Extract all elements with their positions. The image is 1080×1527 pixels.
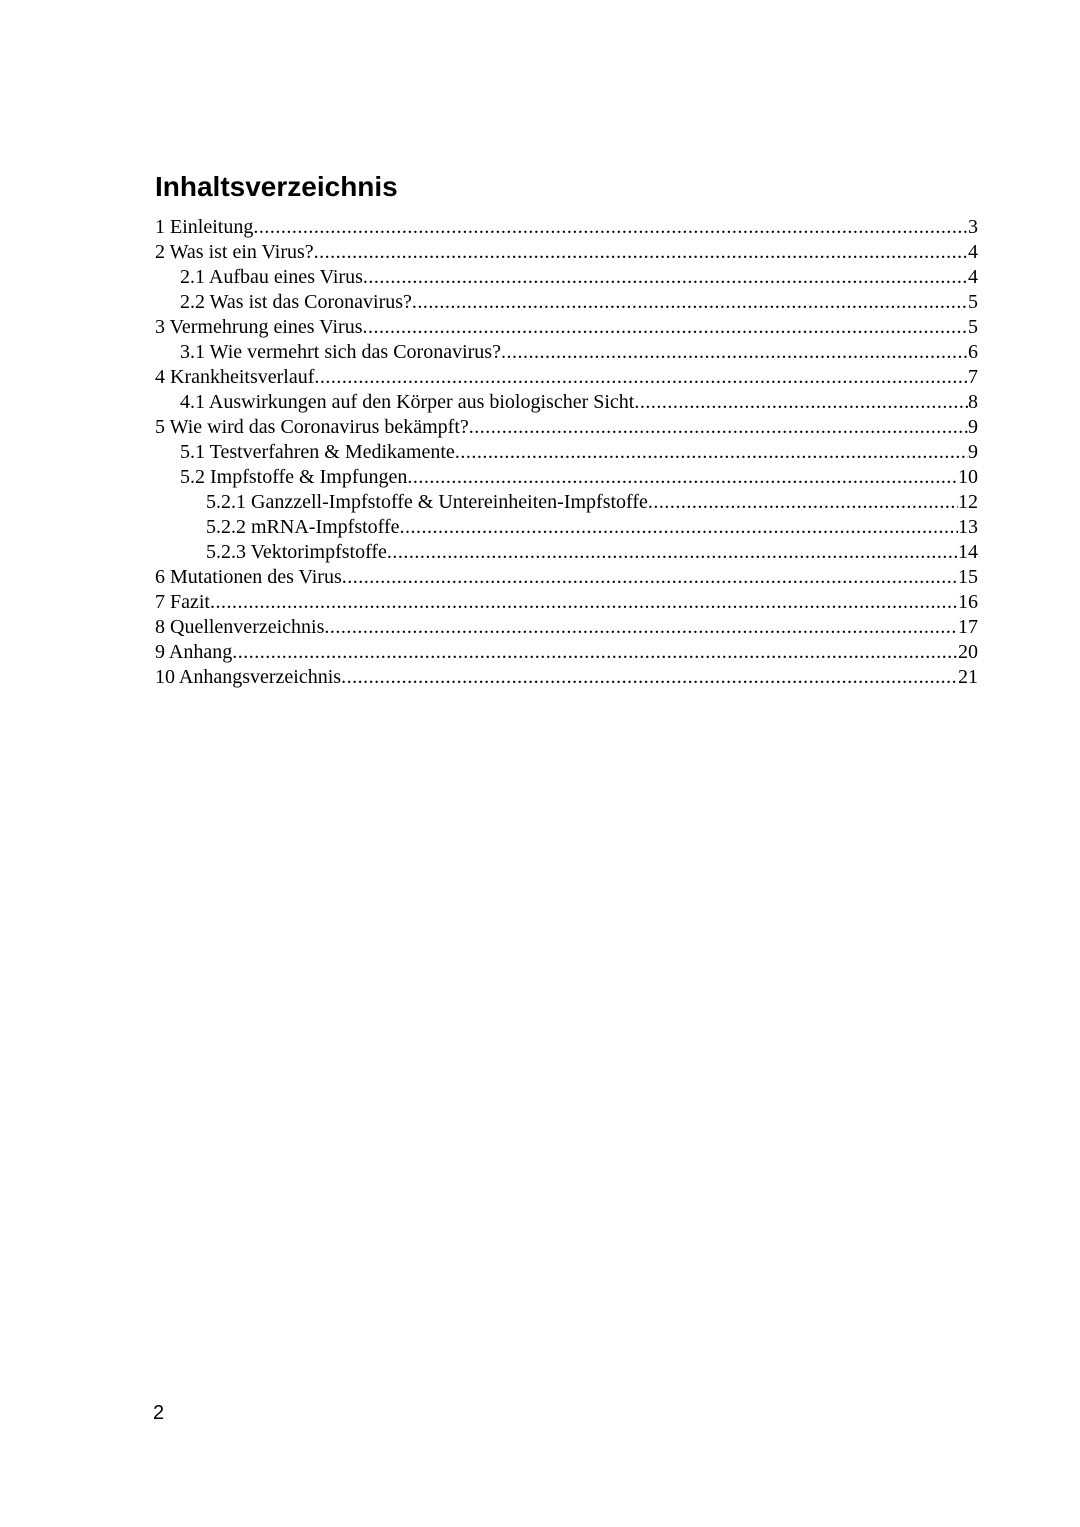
toc-entry-title: 7 Fazit xyxy=(155,591,210,613)
toc-entry xyxy=(155,315,978,340)
toc-entry xyxy=(155,515,978,540)
toc-entry-page: 4 xyxy=(968,241,978,263)
toc-dot-leader xyxy=(210,590,958,615)
toc-entry-page: 14 xyxy=(958,541,978,563)
toc-entry-title: 5.2.2 mRNA-Impfstoffe xyxy=(206,516,400,538)
toc-entry xyxy=(155,665,978,690)
toc-entry-page: 9 xyxy=(968,441,978,463)
toc-entry-title: 9 Anhang xyxy=(155,641,233,663)
toc-entry xyxy=(155,540,978,565)
toc-entry-title: 2 Was ist ein Virus? xyxy=(155,241,314,263)
toc-entry xyxy=(155,615,978,640)
toc-entry-page: 3 xyxy=(968,216,978,238)
toc-entry xyxy=(155,390,978,415)
toc-entry xyxy=(155,265,978,290)
toc-entry-page: 9 xyxy=(968,416,978,438)
toc-dot-leader xyxy=(455,440,968,465)
toc-entry xyxy=(155,240,978,265)
toc-entry-title: 5 Wie wird das Coronavirus bekämpft? xyxy=(155,416,469,438)
toc-entry-page: 7 xyxy=(968,366,978,388)
toc-dot-leader xyxy=(407,465,958,490)
toc-dot-leader xyxy=(341,665,958,690)
toc-entry xyxy=(155,340,978,365)
toc-dot-leader xyxy=(363,265,968,290)
toc-dot-leader xyxy=(253,215,968,240)
toc-entry-page: 20 xyxy=(958,641,978,663)
toc-entry-title: 3 Vermehrung eines Virus xyxy=(155,316,363,338)
toc-entry-page: 4 xyxy=(968,266,978,288)
page-number: 2 xyxy=(153,1402,165,1424)
toc-dot-leader xyxy=(232,640,958,665)
toc-dot-leader xyxy=(400,515,959,540)
toc-dot-leader xyxy=(314,240,968,265)
toc-entry-title: 4 Krankheitsverlauf xyxy=(155,366,315,388)
toc-entry-page: 12 xyxy=(958,491,978,513)
toc-dot-leader xyxy=(501,340,968,365)
toc-entry xyxy=(155,565,978,590)
toc-dot-leader xyxy=(387,540,958,565)
toc-entry xyxy=(155,290,978,315)
toc-entry-title: 8 Quellenverzeichnis xyxy=(155,616,325,638)
toc-heading: Inhaltsverzeichnis xyxy=(155,171,398,202)
toc-dot-leader xyxy=(314,365,968,390)
toc-entry-title: 2.2 Was ist das Coronavirus? xyxy=(180,291,412,313)
toc-dot-leader xyxy=(362,315,968,340)
toc-entry-title: 5.1 Testverfahren & Medikamente xyxy=(180,441,455,463)
toc-entry-page: 15 xyxy=(958,566,978,588)
toc-entry-page: 21 xyxy=(958,666,978,688)
toc-entry xyxy=(155,365,978,390)
toc-entry-title: 5.2 Impfstoffe & Impfungen xyxy=(180,466,408,488)
toc-entry-page: 5 xyxy=(968,291,978,313)
toc-entry-title: 5.2.1 Ganzzell-Impfstoffe & Untereinheiten-Impfstoffe xyxy=(206,491,648,513)
toc-dot-leader xyxy=(324,615,958,640)
toc-dot-leader xyxy=(634,390,968,415)
toc-entry-title: 4.1 Auswirkungen auf den Körper aus biologischer Sicht xyxy=(180,391,635,413)
toc-entry-page: 16 xyxy=(958,591,978,613)
toc-entry-title: 2.1 Aufbau eines Virus xyxy=(180,266,363,288)
toc-entry-title: 6 Mutationen des Virus xyxy=(155,566,342,588)
toc-entry-page: 10 xyxy=(958,466,978,488)
toc-entry xyxy=(155,415,978,440)
toc-entry-page: 6 xyxy=(968,341,978,363)
toc-entry-page: 8 xyxy=(968,391,978,413)
toc-entry-title: 10 Anhangsverzeichnis xyxy=(155,666,342,688)
toc-entry-title: 3.1 Wie vermehrt sich das Coronavirus? xyxy=(180,341,501,363)
table-of-contents xyxy=(155,215,978,690)
toc-entry-title: 1 Einleitung xyxy=(155,216,254,238)
toc-dot-leader xyxy=(469,415,968,440)
toc-entry-page: 13 xyxy=(958,516,978,538)
toc-entry xyxy=(155,640,978,665)
toc-entry xyxy=(155,590,978,615)
toc-dot-leader xyxy=(342,565,958,590)
toc-dot-leader xyxy=(648,490,958,515)
toc-entry-page: 17 xyxy=(958,616,978,638)
toc-entry-page: 5 xyxy=(968,316,978,338)
toc-dot-leader xyxy=(412,290,968,315)
toc-entry xyxy=(155,440,978,465)
toc-entry xyxy=(155,490,978,515)
toc-entry xyxy=(155,215,978,240)
toc-entry-title: 5.2.3 Vektorimpfstoffe xyxy=(206,541,387,563)
toc-entry xyxy=(155,465,978,490)
